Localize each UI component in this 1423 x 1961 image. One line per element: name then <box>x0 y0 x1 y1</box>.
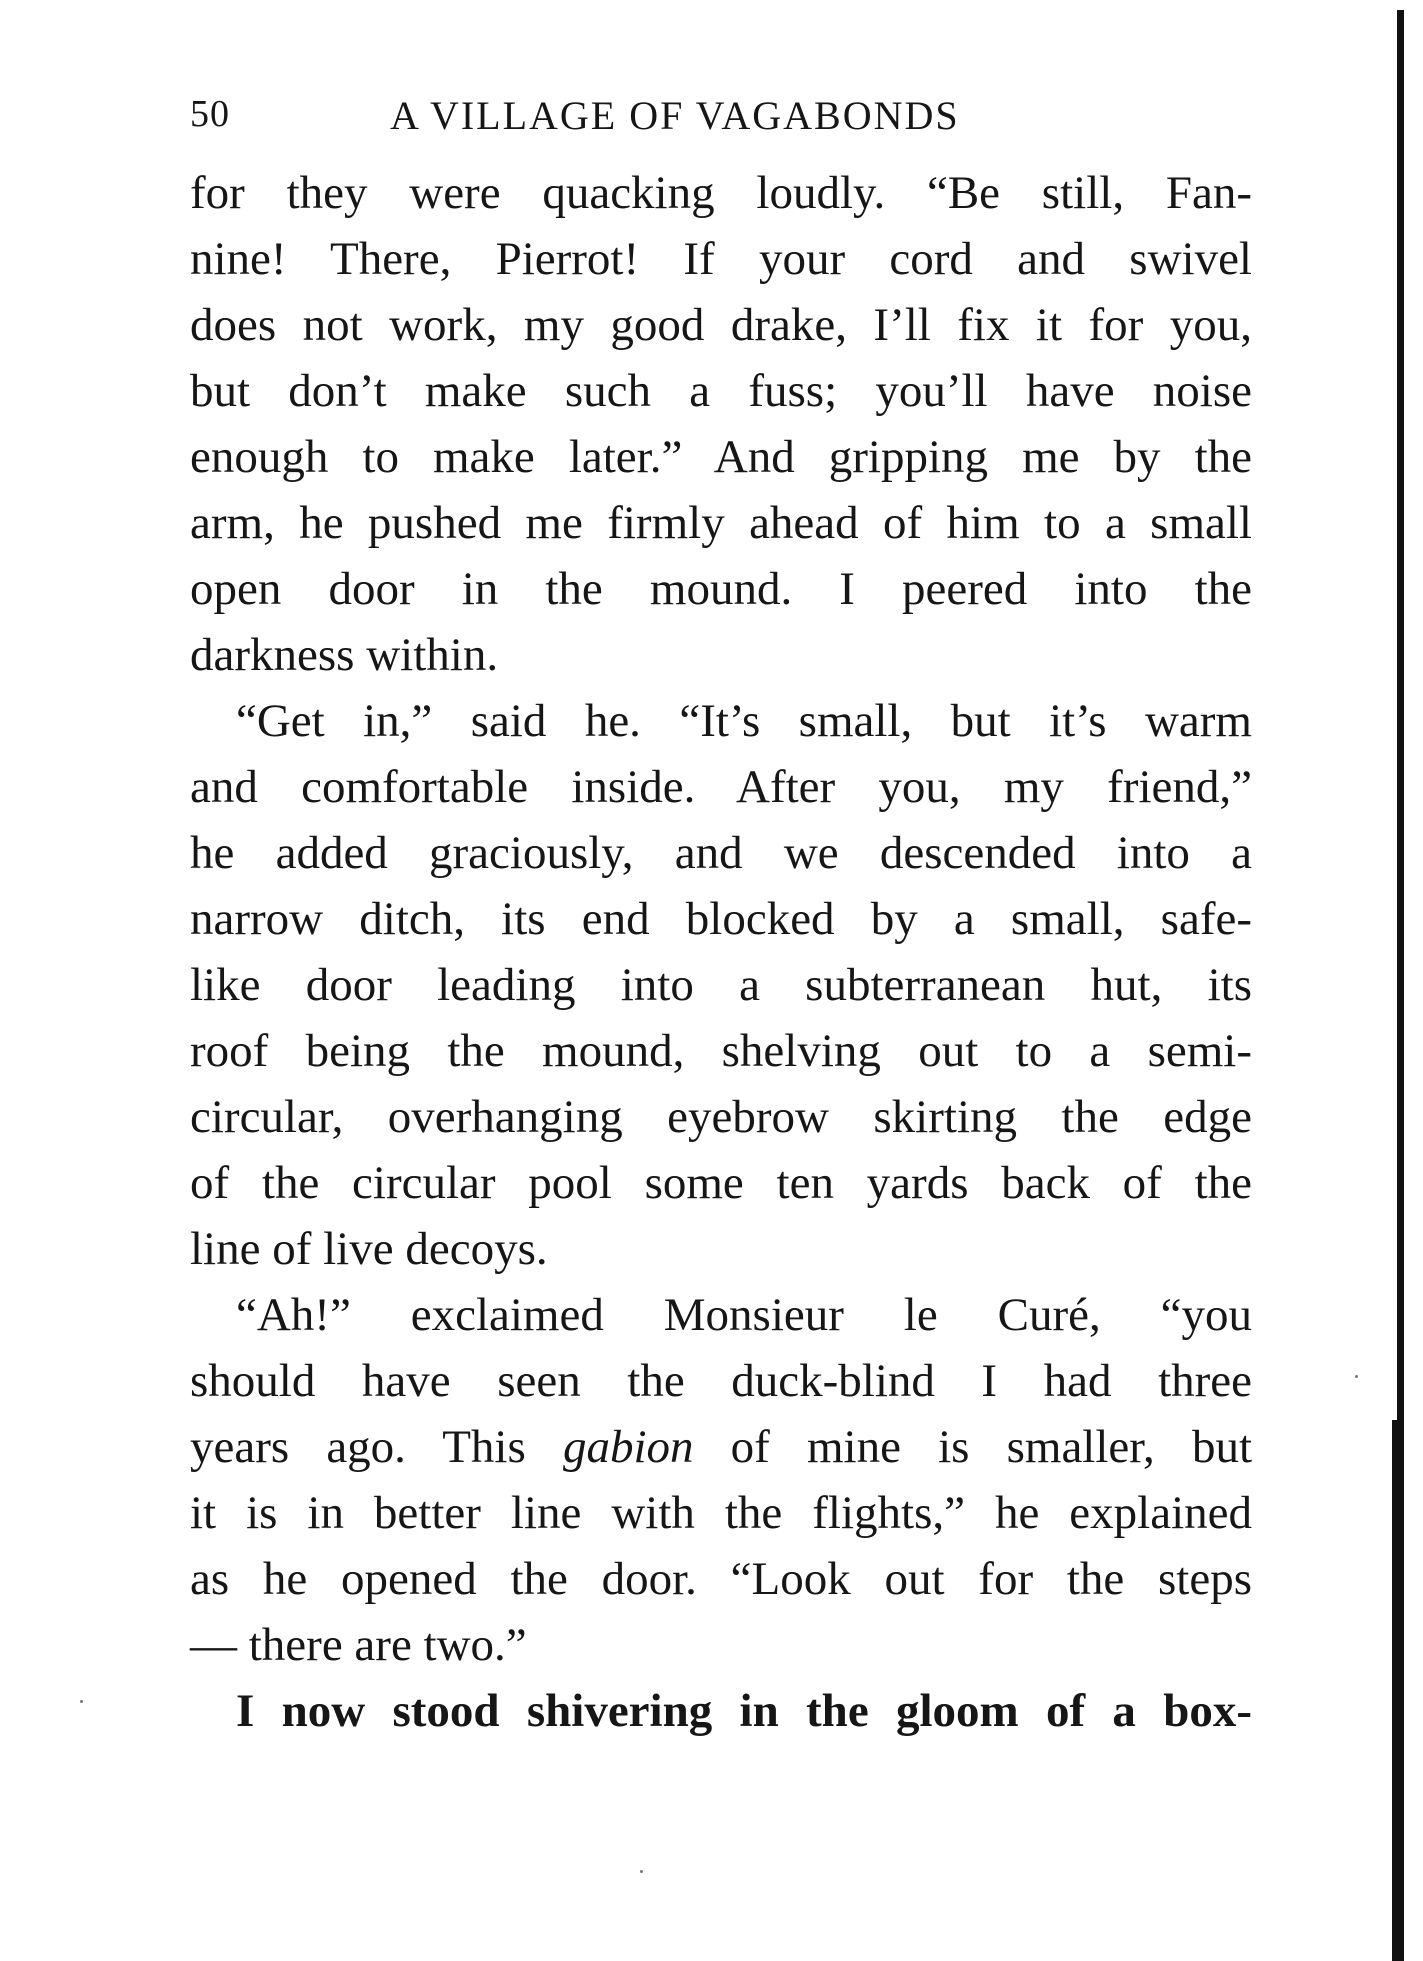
scan-speck <box>640 1870 643 1873</box>
text-line: open door in the mound. I peered into the <box>190 563 1252 615</box>
text-line: — there are two.” <box>190 1619 527 1671</box>
text-line: should have seen the duck-blind I had three <box>190 1355 1252 1407</box>
italic-word: gabion <box>562 1421 694 1473</box>
text-line: like door leading into a subterranean hut, its <box>190 959 1252 1011</box>
text-line: I now stood shivering in the gloom of a box- <box>236 1685 1252 1737</box>
text-line: but don’t make such a fuss; you’ll have noise <box>190 365 1252 417</box>
text-line: for they were quacking loudly. “Be still, Fan- <box>190 167 1252 219</box>
text-line: he added graciously, and we descended into a <box>190 827 1252 879</box>
body-text <box>190 160 1252 1744</box>
text-line: enough to make later.” And gripping me by the <box>190 431 1252 483</box>
text-line <box>190 1414 1252 1480</box>
text-line: it is in better line with the flights,” he explained <box>190 1487 1252 1539</box>
text-line: of the circular pool some ten yards back of the <box>190 1157 1252 1209</box>
scan-speck <box>1355 1375 1358 1378</box>
text-line: “Ah!” exclaimed Monsieur le Curé, “you <box>236 1289 1252 1341</box>
text-line: “Get in,” said he. “It’s small, but it’s warm <box>236 695 1252 747</box>
text-line: circular, overhanging eyebrow skirting the edge <box>190 1091 1252 1143</box>
text-run: years ago. This <box>190 1421 526 1473</box>
text-line: narrow ditch, its end blocked by a small, safe- <box>190 893 1252 945</box>
book-title: A VILLAGE OF VAGABONDS <box>390 93 960 138</box>
scan-speck <box>80 1700 83 1703</box>
text-run: of mine is smaller, but <box>730 1421 1253 1473</box>
page-number: 50 <box>190 93 230 135</box>
text-line: roof being the mound, shelving out to a semi- <box>190 1025 1252 1077</box>
text-line: does not work, my good drake, I’ll fix it for you, <box>190 299 1252 351</box>
text-line: line of live decoys. <box>190 1223 548 1275</box>
text-line: and comfortable inside. After you, my friend,” <box>190 761 1252 813</box>
text-line: darkness within. <box>190 629 499 681</box>
page-edge-shadow <box>1392 1420 1404 1961</box>
text-line: arm, he pushed me firmly ahead of him to a small <box>190 497 1252 549</box>
text-line: as he opened the door. “Look out for the steps <box>190 1553 1252 1605</box>
text-line: nine! There, Pierrot! If your cord and swivel <box>190 233 1252 285</box>
running-head <box>190 92 1250 142</box>
